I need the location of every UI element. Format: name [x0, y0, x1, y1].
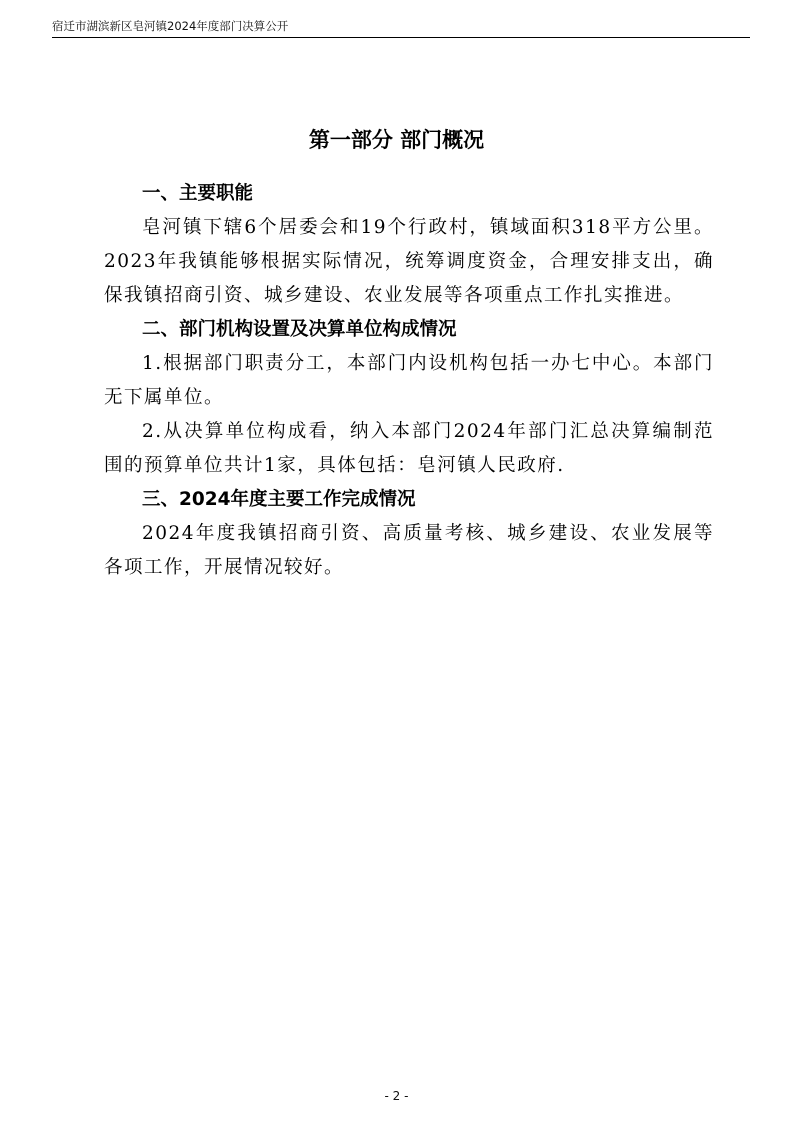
paragraph-work-completion: 2024年度我镇招商引资、高质量考核、城乡建设、农业发展等各项工作，开展情况较好。 [104, 523, 714, 578]
section-heading-main-functions: 一、主要职能 [142, 183, 254, 204]
paragraph-organization-2: 2.从决算单位构成看，纳入本部门2024年部门汇总决算编制范围的预算单位共计1家，具体包括：皂河镇人民政府. [104, 421, 714, 476]
document-body [104, 177, 714, 585]
paragraph-main-functions: 皂河镇下辖6个居委会和19个行政村，镇域面积318平方公里。2023年我镇能够根据实际情况，统筹调度资金，合理安排支出，确保我镇招商引资、城乡建设、农业发展等各项重点工作扎实推进。 [104, 217, 714, 306]
page-number: - 2 - [384, 1089, 409, 1103]
paragraph-organization-1: 1.根据部门职责分工，本部门内设机构包括一办七中心。本部门无下属单位。 [104, 353, 714, 408]
page-header: 宿迁市湖滨新区皂河镇2024年度部门决算公开 [52, 19, 289, 33]
section-heading-work-completion: 三、2024年度主要工作完成情况 [142, 489, 416, 510]
header-divider [52, 37, 750, 38]
document-title: 第一部分 部门概况 [308, 128, 485, 152]
section-heading-organization: 二、部门机构设置及决算单位构成情况 [142, 319, 457, 340]
